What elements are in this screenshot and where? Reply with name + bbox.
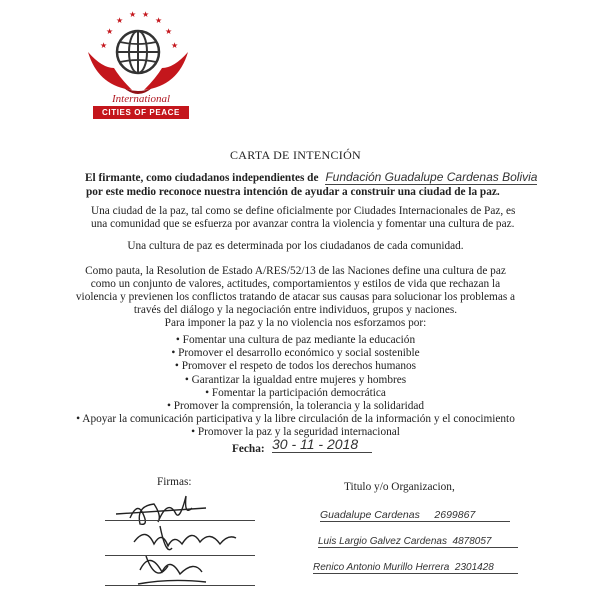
fecha-value: 30 - 11 - 2018 bbox=[272, 436, 372, 453]
firmas-label: Firmas: bbox=[157, 476, 192, 488]
signature-line bbox=[105, 585, 255, 586]
list-item: • Fomentar una cultura de paz mediante la educación bbox=[175, 334, 416, 346]
signature-line bbox=[105, 555, 255, 556]
paragraph-1-line: Una ciudad de la paz, tal como se define oficialmente por Ciudades Internacionales de Paz, es bbox=[91, 205, 516, 217]
intro-line-2: por este medio reconoce nuestra intención de ayudar a construir una ciudad de la paz. bbox=[86, 186, 500, 198]
paragraph-3-line: Para imponer la paz y la no violencia nos esforzamos por: bbox=[164, 317, 427, 329]
list-item: • Promover el respeto de todos los derechos humanos bbox=[174, 360, 417, 373]
svg-text:★: ★ bbox=[106, 27, 114, 36]
commitments-list bbox=[0, 334, 591, 440]
list-item: • Promover la paz y la seguridad internacional bbox=[191, 426, 400, 439]
fecha-label: Fecha: bbox=[232, 443, 265, 455]
paragraph-3-line: través del diálogo y la negociación entre individuos, grupos y naciones. bbox=[133, 304, 458, 316]
svg-text:★: ★ bbox=[100, 41, 108, 50]
paragraph-2: Una cultura de paz es determinada por los ciudadanos de cada comunidad. bbox=[127, 240, 464, 252]
intro-text: El firmante, como ciudadanos independientes de bbox=[85, 172, 319, 184]
titulo-label: Titulo y/o Organizacion, bbox=[344, 481, 455, 493]
intro-line-1 bbox=[85, 171, 585, 185]
signer-entry: Guadalupe Cardenas 2699867 bbox=[320, 509, 510, 522]
list-item: • Promover el desarrollo económico y social sostenible bbox=[171, 347, 420, 360]
list-item: • Garantizar la igualdad entre mujeres y hombres bbox=[184, 373, 407, 386]
paragraph-3-line: Como pauta, la Resolution de Estado A/RES/52/13 de las Naciones define una cultura de paz bbox=[85, 265, 506, 277]
paragraph-3-line: como un conjunto de valores, actitudes, comportamientos y estilos de vida que rechazan la bbox=[90, 278, 501, 290]
svg-text:★: ★ bbox=[116, 16, 124, 25]
signer-entry: Renico Antonio Murillo Herrera 2301428 bbox=[313, 562, 518, 574]
svg-text:★: ★ bbox=[171, 41, 179, 50]
list-item: • Apoyar la comunicación participativa y la libre circulación de la información y el conocimiento bbox=[76, 413, 515, 426]
logo-band-text: CITIES OF PEACE bbox=[93, 106, 189, 119]
logo-script-text: International bbox=[111, 93, 171, 105]
list-item: • Fomentar la participación democrática bbox=[205, 386, 386, 399]
handwritten-signatures bbox=[110, 486, 250, 596]
paragraph-1 bbox=[91, 205, 581, 231]
globe-dove-emblem bbox=[80, 10, 196, 102]
signer-entry: Luis Largio Galvez Cardenas 4878057 bbox=[318, 536, 518, 548]
svg-text:★: ★ bbox=[129, 10, 137, 19]
svg-text:★: ★ bbox=[142, 10, 150, 19]
svg-text:★: ★ bbox=[155, 16, 163, 25]
paragraph-3-line: violencia y previenen los conflictos tratando de atacar sus causas para solucionar los problemas a bbox=[75, 291, 516, 303]
paragraph-1-line: una comunidad que se esfuerza por avanzar contra la violencia y fomentar una cultura de paz. bbox=[91, 218, 515, 230]
paragraph-3 bbox=[0, 265, 591, 330]
list-item: • Promover la comprensión, la tolerancia y la solidaridad bbox=[166, 400, 425, 413]
signature-line bbox=[105, 520, 255, 521]
organization-handwritten: Fundación Guadalupe Cardenas Bolivia bbox=[325, 170, 538, 184]
page-title: CARTA DE INTENCIÓN bbox=[229, 148, 362, 162]
svg-text:★: ★ bbox=[165, 27, 173, 36]
